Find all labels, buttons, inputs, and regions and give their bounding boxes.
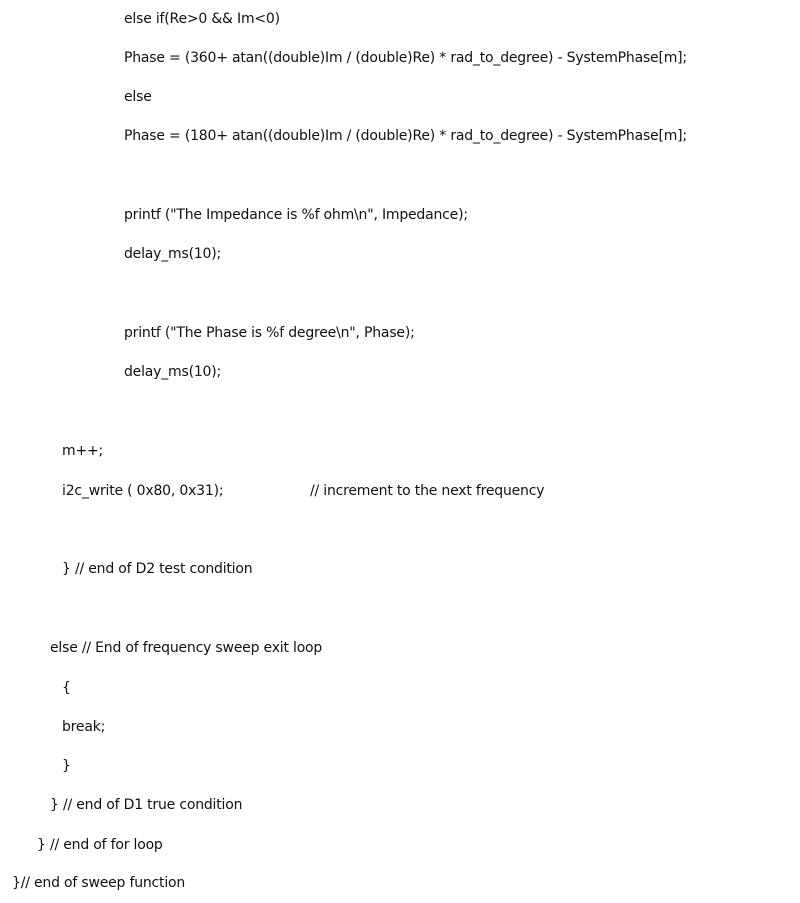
- code-line-printf-impedance: printf ("The Impedance is %f ohm\n", Impedance);: [124, 207, 468, 223]
- code-line-close-brace: }: [62, 758, 71, 774]
- code-line-open-brace: {: [62, 680, 71, 696]
- code-line-phase-360: Phase = (360+ atan((double)Im / (double)Re) * rad_to_degree) - SystemPhase[m];: [124, 50, 687, 66]
- code-line-phase-180: Phase = (180+ atan((double)Im / (double)Re) * rad_to_degree) - SystemPhase[m];: [124, 128, 687, 144]
- code-line-end-for: } // end of for loop: [37, 837, 163, 853]
- code-line-m-increment: m++;: [62, 443, 104, 459]
- code-line-printf-phase: printf ("The Phase is %f degree\n", Phase);: [124, 325, 415, 341]
- code-comment-increment: // increment to the next frequency: [310, 483, 545, 499]
- code-line-end-d2: } // end of D2 test condition: [62, 561, 253, 577]
- code-line-delay-1: delay_ms(10);: [124, 246, 222, 262]
- code-line-end-d1: } // end of D1 true condition: [50, 797, 243, 813]
- code-line-else-if: else if(Re>0 && Im<0): [124, 11, 280, 27]
- code-line-break: break;: [62, 719, 106, 735]
- code-line-delay-2: delay_ms(10);: [124, 364, 222, 380]
- code-line-i2c-write: i2c_write ( 0x80, 0x31);: [62, 483, 224, 499]
- code-line-else: else: [124, 89, 152, 105]
- code-line-end-sweep: }// end of sweep function: [12, 875, 186, 891]
- code-line-else-end-sweep: else // End of frequency sweep exit loop: [50, 640, 323, 656]
